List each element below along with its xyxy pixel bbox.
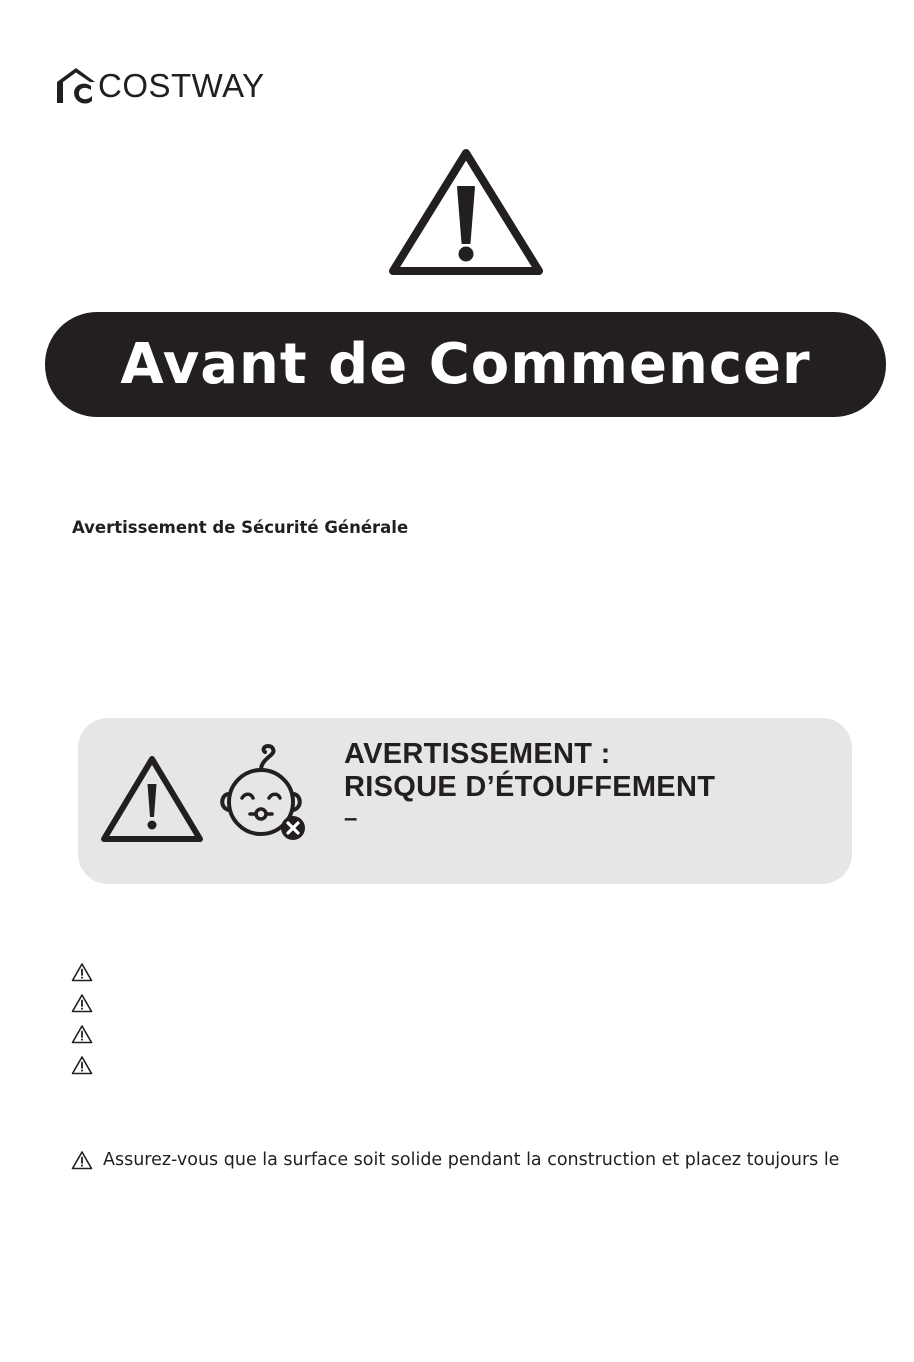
warning-small-icon	[71, 993, 93, 1013]
warning-title-line2: RISQUE D’ÉTOUFFEMENT	[344, 771, 716, 803]
warning-dash: –	[344, 805, 358, 832]
section-heading: Avertissement de Sécurité Générale	[72, 518, 409, 537]
warning-small-icon	[71, 962, 93, 982]
baby-choking-icon	[216, 742, 311, 842]
warning-triangle-icon	[100, 754, 204, 843]
warning-title-line1: AVERTISSEMENT :	[344, 738, 611, 770]
warning-small-icon	[71, 1024, 93, 1044]
house-c-icon	[55, 65, 97, 105]
brand-logo	[55, 64, 265, 106]
notice-text: Assurez-vous que la surface soit solide pendant la construction et placez toujours le	[103, 1150, 840, 1170]
warning-triangle-icon	[387, 145, 545, 277]
title-banner	[45, 312, 886, 417]
brand-name: COSTWAY	[98, 66, 265, 104]
warning-small-icon	[71, 1055, 93, 1075]
page-title: Avant de Commencer	[120, 331, 811, 397]
warning-small-icon	[71, 1150, 93, 1170]
